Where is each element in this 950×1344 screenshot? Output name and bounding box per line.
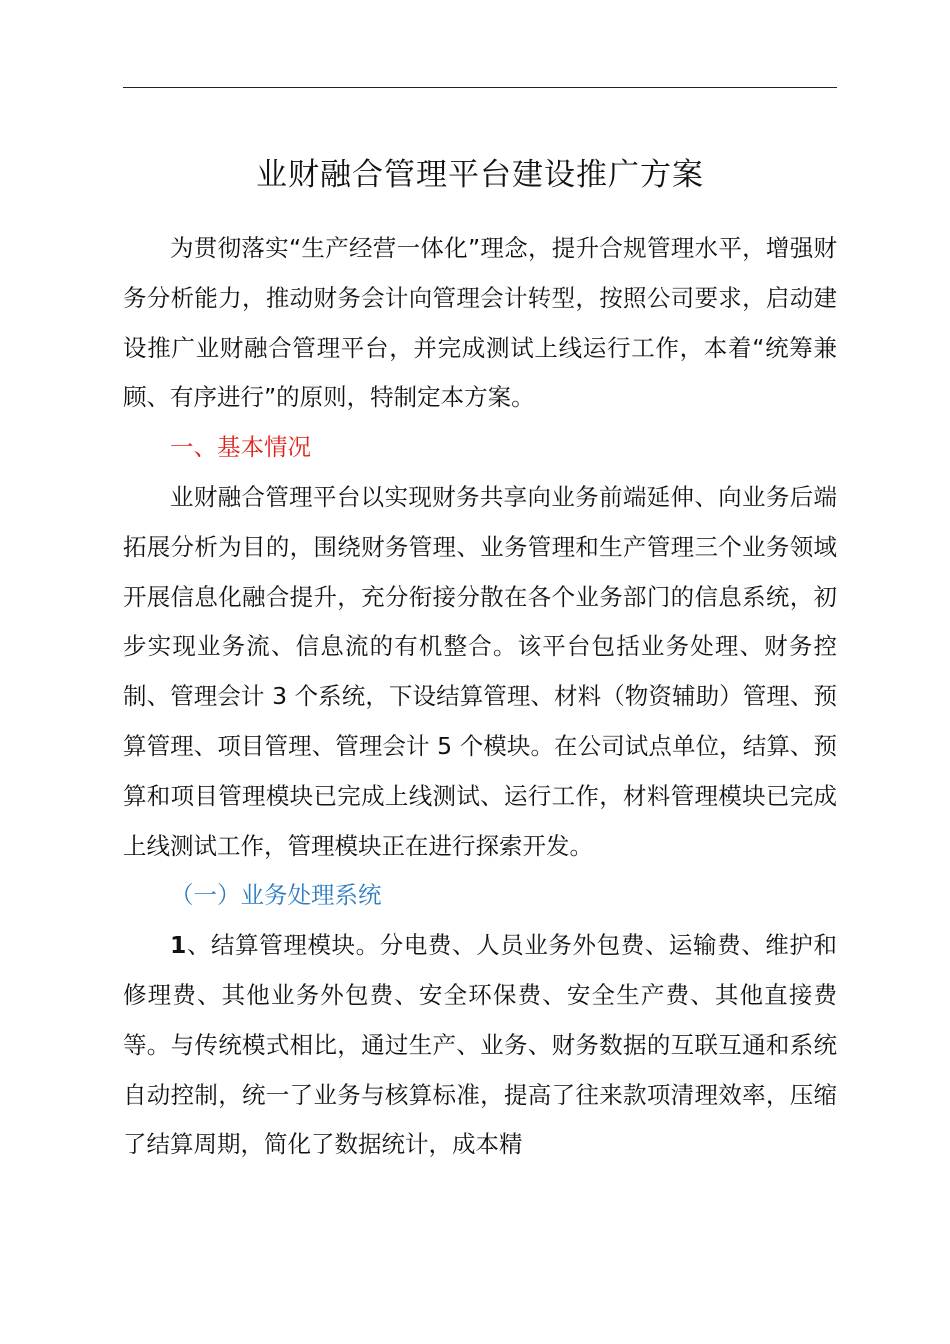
section-paragraph-basic: 业财融合管理平台以实现财务共享向业务前端延伸、向业务后端拓展分析为目的，围绕财务管理、业务管理和生产管理三个业务领域开展信息化融合提升，充分衔接分散在各个业务部门的信息系统，初步实现业务流、信息流的有机整合。该平台包括业务处理、财务控制、管理会计 3 个系统，下设结算管理、材料（物资辅助）管理、预算管理、项目管理、管理会计 5 个模块。在公司试点单位，结算、预算和项目管理模块已完成上线测试、运行工作，材料管理模块已完成上线测试工作，管理模块正在进行探索开发。	[123, 482, 837, 860]
section-heading-basic: 一、基本情况	[170, 433, 311, 462]
intro-paragraph: 为贯彻落实“生产经营一体化”理念，提升合规管理水平，增强财务分析能力，推动财务会计向管理会计转型，按照公司要求，启动建设推广业财融合管理平台，并完成测试上线运行工作，本着“统筹兼顾、有序进行”的原则，特制定本方案。	[123, 234, 837, 412]
subsection-heading-business: （一）业务处理系统	[170, 881, 382, 910]
document-body	[123, 224, 837, 1170]
header-rule	[123, 87, 837, 88]
item-number: 1	[170, 931, 187, 960]
item-paragraph-settlement	[123, 921, 837, 1170]
document-title: 业财融合管理平台建设推广方案	[256, 157, 704, 193]
item-text: 、结算管理模块。分电费、人员业务外包费、运输费、维护和修理费、其他业务外包费、安全环保费、安全生产费、其他直接费等。与传统模式相比，通过生产、业务、财务数据的互联互通和系统自动控制，统一了业务与核算标准，提高了往来款项清理效率，压缩了结算周期，简化了数据统计，成本精	[123, 931, 837, 1159]
